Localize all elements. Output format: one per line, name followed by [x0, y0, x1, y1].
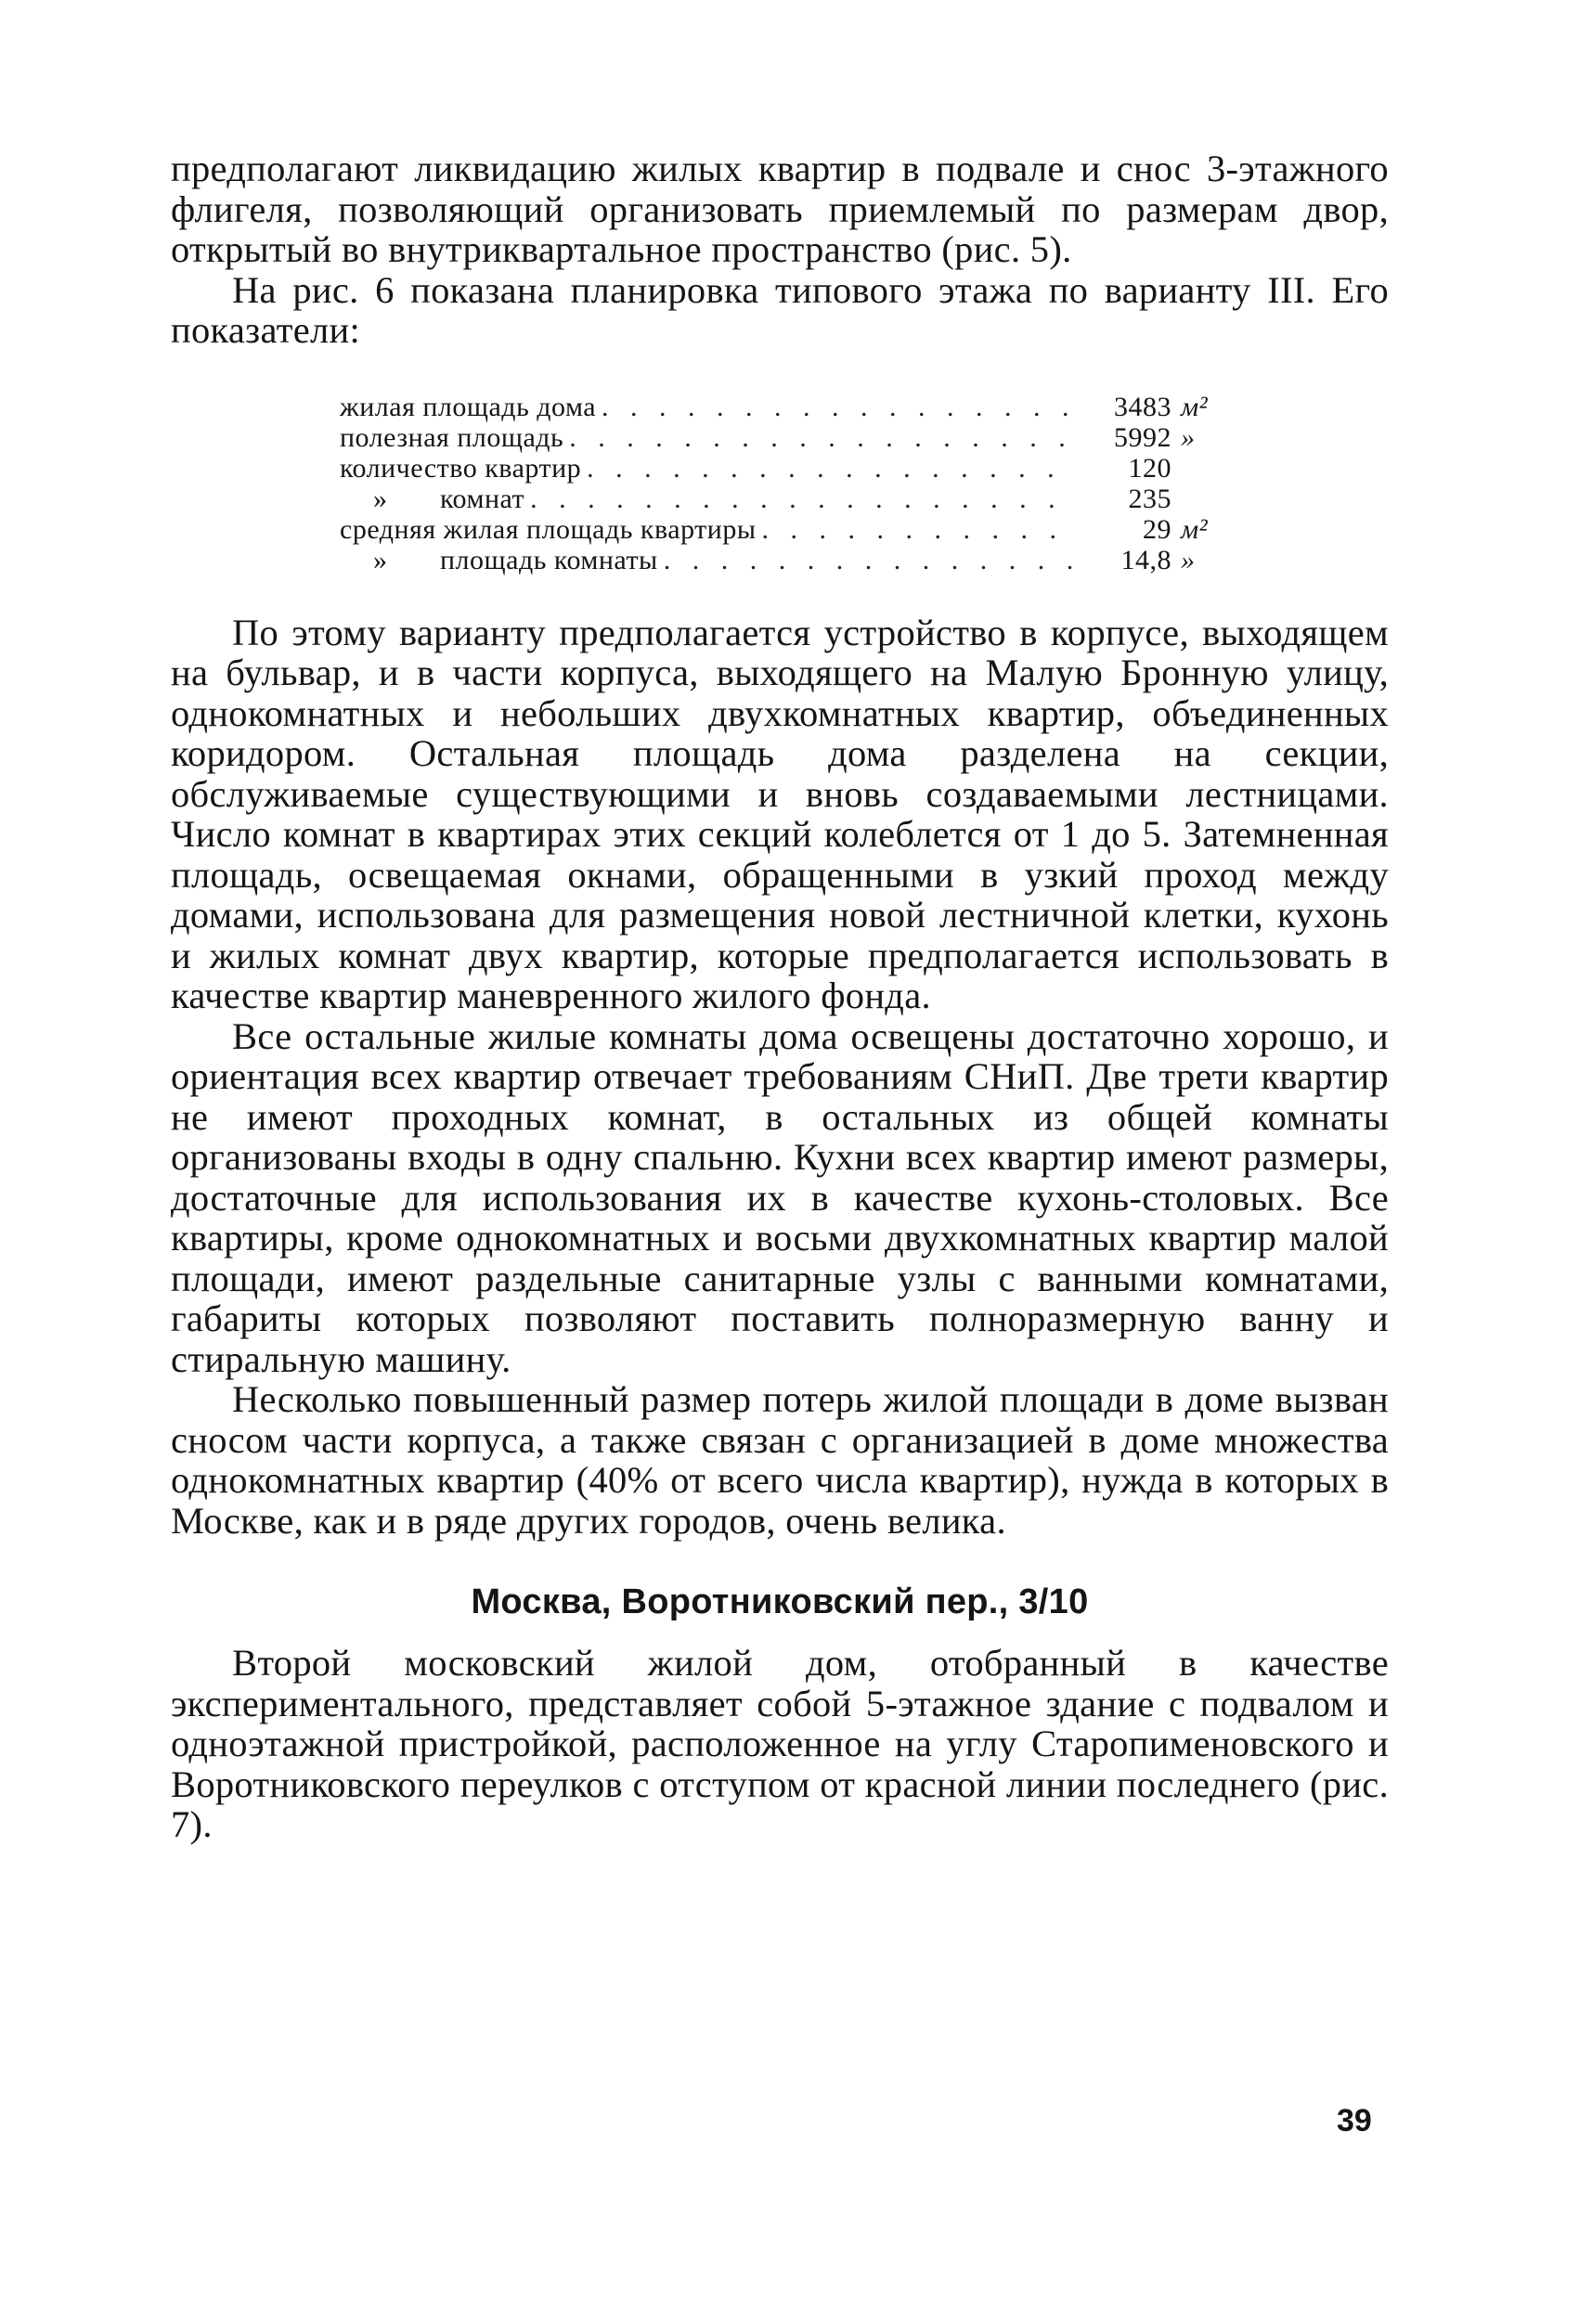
- paragraph-area-losses: Несколько повышенный размер потерь жилой площади в доме вызван сносом части корпуса, а также связан с организацией в доме множества однокомнатных квартир (40% от всего числа квартир), нужда в которых в Москве, как и в ряде других городов, очень велика.: [171, 1378, 1389, 1542]
- dot-leader: [602, 392, 1078, 422]
- indicator-label: полезная площадь: [340, 421, 564, 453]
- dot-leader: [587, 453, 1078, 484]
- paragraph-continuation: предполагают ликвидацию жилых квартир в подвале и снос 3-этажного флигеля, позволяющий организовать приемлемый по размерам двор, открытый во внутриквартальное пространство (рис. 5).: [171, 148, 1389, 270]
- indicator-label-group: [340, 484, 524, 514]
- indicator-label: количество квартир: [340, 452, 582, 484]
- page-number: 39: [1337, 2103, 1372, 2138]
- indicator-value: 29: [1143, 513, 1171, 545]
- indicator-row: [340, 392, 1223, 422]
- paragraph-variant-intro: На рис. 6 показана планировка типового этажа по варианту III. Его показатели:: [171, 268, 1389, 351]
- indicators-list: [340, 392, 1223, 575]
- indicator-label: площадь комнаты: [440, 544, 658, 575]
- indicator-label: жилая площадь дома: [340, 391, 597, 422]
- indicator-label: комнат: [440, 483, 525, 514]
- indicator-value: 120: [1128, 452, 1171, 484]
- indicator-value: 235: [1128, 483, 1171, 514]
- indicator-unit: »: [1181, 544, 1196, 575]
- indicator-row: [340, 484, 1223, 514]
- ditto-mark: »: [373, 544, 388, 575]
- dot-leader: [664, 545, 1078, 575]
- dot-leader: [530, 484, 1078, 514]
- indicator-row: [340, 453, 1223, 484]
- ditto-mark: »: [373, 483, 388, 514]
- indicator-unit: м²: [1181, 513, 1209, 545]
- section-heading: Москва, Воротниковский пер., 3/10: [471, 1582, 1089, 1621]
- indicator-value: 14,8: [1120, 544, 1171, 575]
- indicator-unit: »: [1181, 421, 1196, 453]
- paragraph-room-quality: Все остальные жилые комнаты дома освещены достаточно хорошо, и ориентация всех квартир отвечает требованиям СНиП. Две трети квартир не имеют проходных комнат, в остальных из общей комнаты организованы входы в одну спальню. Кухни всех квартир имеют размеры, достаточные для использования их в качестве кухонь-столовых. Все квартиры, кроме однокомнатных и восьми двухкомнатных квартир малой площади, имеют раздельные санитарные узлы с ванными комнатами, габариты которых позволяют поставить полноразмерную ванну и стиральную машину.: [171, 1014, 1389, 1380]
- paragraph-variant-description: По этому варианту предполагается устройство в корпусе, выходящем на бульвар, и в части корпуса, выходящего на Малую Бронную улицу, однокомнатных и небольших двухкомнатных квартир, объединенных коридором. Остальная площадь дома разделена на секции, обслуживаемые существующими и вновь создаваемыми лестницами. Число комнат в квартирах этих секций колеблется от 1 до 5. Затемненная площадь, освещаемая окнами, обращенными в узкий проход между домами, использована для размещения новой лестничной клетки, кухонь и жилых комнат двух квартир, которые предполагается использовать в качестве квартир маневренного жилого фонда.: [171, 611, 1389, 1016]
- indicator-unit: м²: [1181, 391, 1209, 422]
- page-content: [171, 148, 1389, 1845]
- indicator-row: [340, 422, 1223, 453]
- dot-leader: [569, 422, 1078, 453]
- dot-leader: [762, 514, 1079, 545]
- indicator-value: 5992: [1114, 421, 1171, 453]
- indicator-row: [340, 514, 1223, 545]
- paragraph-second-house: Второй московский жилой дом, отобранный в качестве экспериментального, представляет собой 5-этажное здание с подвалом и одноэтажной пристройкой, расположенное на углу Старопименовского и Воротниковского переулков с отступом от красной линии последнего (рис. 7).: [171, 1642, 1389, 1845]
- indicator-row: [340, 545, 1223, 575]
- indicator-value: 3483: [1114, 391, 1171, 422]
- indicator-label-group: [340, 545, 658, 575]
- indicator-label: средняя жилая площадь квартиры: [340, 513, 757, 545]
